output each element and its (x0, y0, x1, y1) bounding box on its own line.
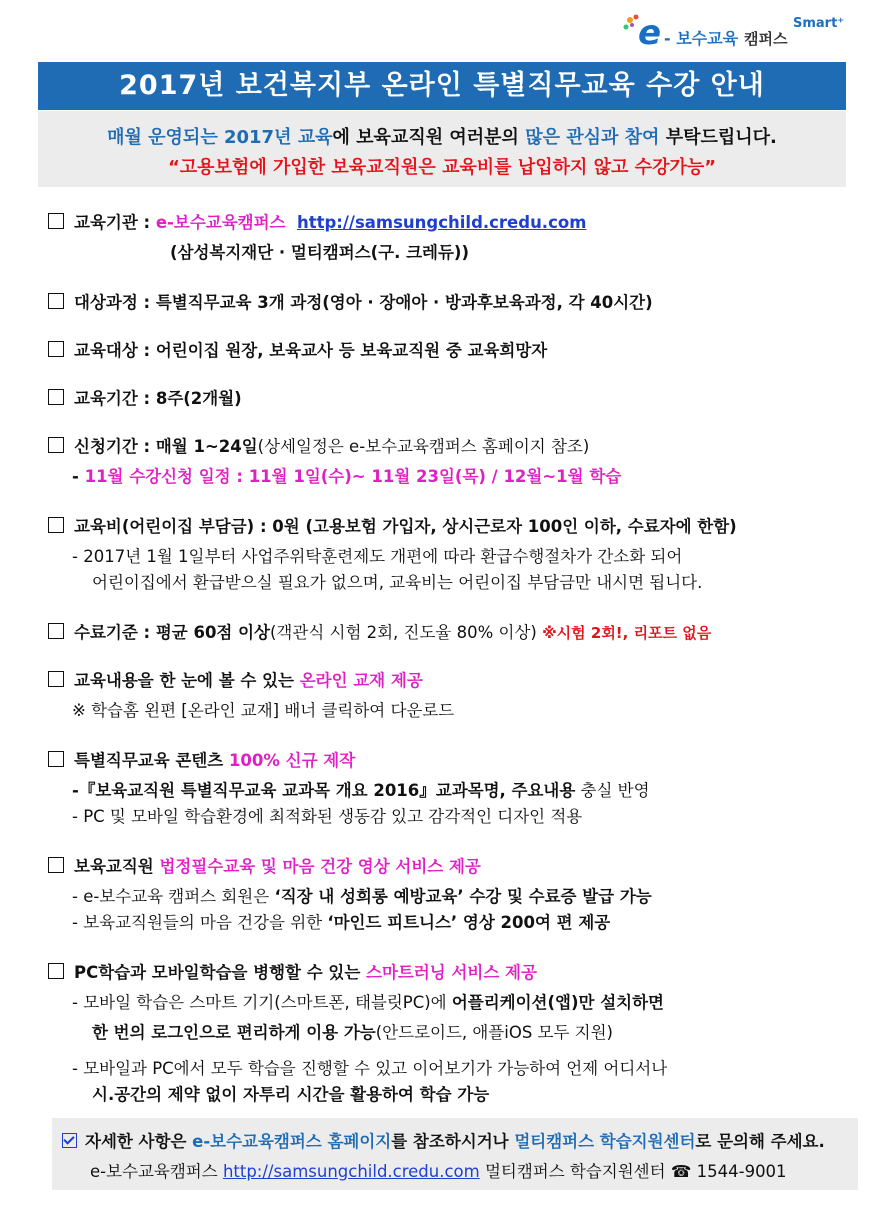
apply-sub-text: 11월 수강신청 일정 : 11월 1일(수)~ 11월 23일(목) / 12월~1월 학습 (84, 467, 622, 486)
legal-a: 보육교직원 (74, 857, 160, 876)
legal-sub2-b: ‘마인드 피트니스’ 영상 200여 편 제공 (327, 913, 611, 932)
legal-sub-2 (72, 909, 610, 933)
content-b: 온라인 교재 제공 (299, 671, 423, 690)
pass-b: (객관식 시험 2회, 진도율 80% 이상) (270, 623, 543, 642)
item-content (48, 667, 423, 691)
fee-sub-2: 어린이집에서 환급받으실 필요가 없으며, 교육비는 어린이집 부담금만 내시면 됩니다. (92, 573, 703, 592)
smart-sub-1 (72, 989, 664, 1013)
smart-sub-4: 시.공간의 제약 없이 자투리 시간을 활용하여 학습 가능 (92, 1085, 490, 1104)
footer-f2-b: 멀티캠퍼스 학습지원센터 (479, 1162, 671, 1181)
item-pass (48, 619, 711, 643)
pass-c: ※시험 2회!, 리포트 없음 (542, 624, 712, 642)
apply-sub (72, 463, 621, 487)
fee-text: 교육비(어린이집 부담금) : 0원 (고용보험 가입자, 상시근로자 100인 이하, 수료자에 한함) (74, 517, 737, 536)
item-apply (48, 433, 589, 457)
legal-sub-1 (72, 883, 652, 907)
item-legal (48, 853, 481, 877)
checkbox-icon (48, 671, 64, 687)
apply-a: 신청기간 : 매월 1~24일 (74, 437, 258, 456)
checkbox-icon (48, 751, 64, 767)
logo (618, 10, 848, 54)
intro-l1-b: 에 보육교직원 여러분의 (332, 127, 526, 148)
special-b: 100% 신규 제작 (228, 751, 356, 770)
checkbox-icon (48, 389, 64, 405)
legal-b: 법정필수교육 및 마음 건강 영상 서비스 제공 (159, 857, 481, 876)
special-sub1-a: -『보육교직원 특별직무교육 교과목 개요 2016』교과목명, 주요내용 (72, 781, 576, 800)
intro-line-2: “고용보험에 가입한 보육교직원은 교육비를 납입하지 않고 수강가능” (167, 157, 717, 178)
intro-box (38, 111, 846, 187)
target-text: 교육대상 : 어린이집 원장, 보육교사 등 보육교직원 중 교육희망자 (74, 341, 548, 360)
special-sub-1 (72, 777, 650, 801)
special-sub-2: - PC 및 모바일 학습환경에 최적화된 생동감 있고 감각적인 디자인 적용 (72, 807, 583, 826)
smart-a: PC학습과 모바일학습을 병행할 수 있는 (74, 963, 367, 982)
footer-f1-e: 로 문의해 주세요. (695, 1132, 825, 1151)
footer-line-1 (62, 1128, 825, 1152)
checkbox-icon (48, 517, 64, 533)
item-target (48, 337, 547, 361)
apply-b: (상세일정은 e-보수교육캠퍼스 홈페이지 참조) (257, 437, 590, 456)
special-a: 특별직무교육 콘텐츠 (74, 751, 229, 770)
period-text: 교육기간 : 8주(2개월) (74, 389, 242, 408)
checkbox-icon (48, 213, 64, 229)
logo-brand: - 보수교육 (664, 29, 739, 48)
checkbox-icon (48, 857, 64, 873)
smart-sub-2 (92, 1019, 613, 1043)
page-title: 2017년 보건복지부 온라인 특별직무교육 수강 안내 (38, 62, 846, 110)
phone-icon: ☎ (670, 1162, 692, 1181)
checkbox-icon (48, 623, 64, 639)
content-a: 교육내용을 한 눈에 볼 수 있는 (74, 671, 300, 690)
footer-box (52, 1118, 858, 1190)
footer-line-2 (90, 1158, 787, 1182)
footer-f2-a: e-보수교육캠퍼스 (90, 1162, 223, 1181)
content-sub: ※ 학습홈 왼편 [온라인 교재] 배너 클릭하여 다운로드 (72, 701, 455, 720)
intro-l1-c: 많은 관심과 참여 (525, 127, 660, 148)
smart-sub1-a: - 모바일 학습은 스마트 기기(스마트폰, 태블릿PC)에 (72, 993, 452, 1012)
item-institution (48, 209, 586, 233)
course-text: 대상과정 : 특별직무교육 3개 과정(영아 · 장애아 · 방과후보육과정, 각 40시간) (74, 293, 653, 312)
item-fee (48, 513, 737, 537)
item-smart (48, 959, 537, 983)
legal-sub1-a: - e-보수교육 캠퍼스 회원은 (72, 887, 275, 906)
logo-e: e (638, 13, 662, 53)
checkbox-icon (48, 293, 64, 309)
checkbox-icon (48, 963, 64, 979)
footer-f1-a: 자세한 사항은 (85, 1132, 193, 1151)
footer-link[interactable]: http://samsungchild.credu.com (222, 1162, 480, 1181)
intro-l1-d: 부탁드립니다. (659, 127, 777, 148)
footer-phone: 1544-9001 (691, 1162, 787, 1181)
checkbox-icon (48, 437, 64, 453)
fee-sub-1: - 2017년 1월 1일부터 사업주위탁훈련제도 개편에 따라 환급수행절차가 간소화 되어 (72, 547, 683, 566)
footer-f1-c: 를 참조하시거나 (391, 1132, 515, 1151)
item-course (48, 289, 653, 313)
inst-link[interactable]: http://samsungchild.credu.com (296, 213, 587, 232)
smart-sub2-b: (안드로이드, 애플iOS 모두 지원) (375, 1023, 613, 1042)
logo-smart: Smart⁺ (793, 16, 845, 31)
checkmark-icon (62, 1133, 77, 1148)
footer-homepage[interactable]: e-보수교육캠퍼스 홈페이지 (192, 1132, 392, 1151)
checkbox-icon (48, 341, 64, 357)
legal-sub2-a: - 보육교직원들의 마음 건강을 위한 (72, 913, 328, 932)
logo-campus: 캠퍼스 (744, 30, 788, 48)
smart-sub1-b: 어플리케이션(앱)만 설치하면 (451, 993, 664, 1012)
inst-sub: (삼성복지재단 · 멀티캠퍼스(구. 크레듀)) (170, 243, 470, 262)
smart-sub-3: - 모바일과 PC에서 모두 학습을 진행할 수 있고 이어보기가 가능하여 언제 어디서나 (72, 1059, 668, 1078)
smart-sub2-a: 한 번의 로그인으로 편리하게 이용 가능 (92, 1023, 376, 1042)
intro-l1-a: 매월 운영되는 2017년 교육 (107, 127, 333, 148)
smart-b: 스마트러닝 서비스 제공 (366, 963, 537, 982)
item-special (48, 747, 355, 771)
inst-name: e-보수교육캠퍼스 (155, 213, 286, 232)
special-sub1-b: 충실 반영 (575, 781, 650, 800)
intro-line-1 (38, 123, 846, 149)
apply-sub-dash: - (72, 467, 85, 486)
legal-sub1-b: ‘직장 내 성희롱 예방교육’ 수강 및 수료증 발급 가능 (274, 887, 652, 906)
item-period (48, 385, 242, 409)
pass-a: 수료기준 : 평균 60점 이상 (74, 623, 270, 642)
footer-support-center[interactable]: 멀티캠퍼스 학습지원센터 (514, 1132, 696, 1151)
inst-label: 교육기관 : (74, 213, 156, 232)
